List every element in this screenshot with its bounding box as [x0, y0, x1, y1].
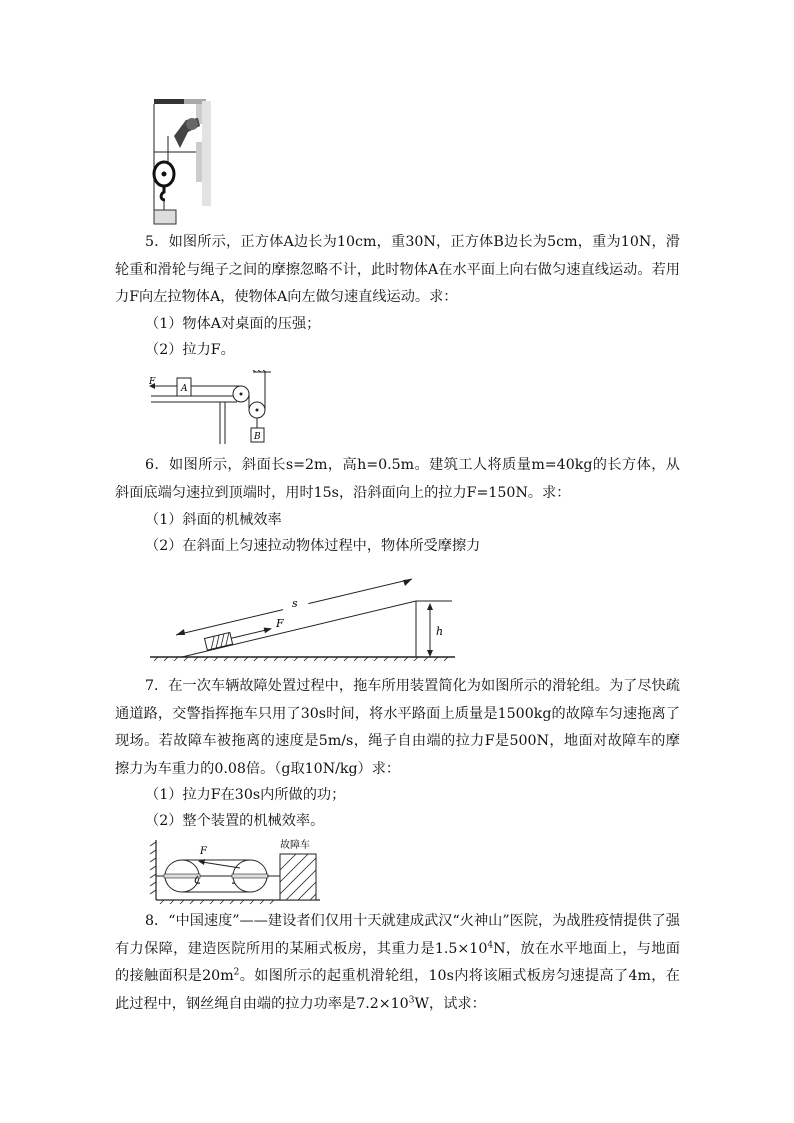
length-s-label: s: [292, 597, 298, 610]
incline-figure: [150, 565, 460, 665]
question-6-part-2: （2）在斜面上匀速拉动物体过程中，物体所受摩擦力: [145, 538, 481, 554]
crane-pulley-figure: [140, 96, 220, 228]
tow-pulley-figure: [148, 836, 324, 906]
force-f-label: F: [200, 846, 207, 857]
question-7-part-2: （2）整个装置的机械效率。: [145, 813, 325, 829]
question-7-part-1: （1）拉力F在30s内所做的功；: [145, 787, 346, 803]
height-h-label: h: [436, 625, 444, 638]
question-8-text: 8．“中国速度”——建设者们仅用十天就建成武汉“火神山”医院，为战胜疫情提供了强有力保障，建造医院所用的某厢式板房，其重力是$1.5\times 10^4N$，放在水平地面上，与地面的接触面积是$20m^2$。如图所示的起重机滑轮组，10s内将该厢式板房匀速提高了4m，在此过程中，钢丝绳自由端的拉力功率是$7.2\times 10^3W$，试求：: [115, 913, 680, 1012]
question-6-text: 6．如图所示，斜面长s=2m，高h=0.5m。建筑工人将质量m=40kg的长方体，从斜面底端匀速拉到顶端时，用时15s，沿斜面向上的拉力F=150N。求：: [115, 457, 680, 501]
block-b-label: B: [254, 432, 261, 442]
question-5-part-2: （2）拉力F。: [145, 342, 235, 358]
question-7-text: 7．在一次车辆故障处置过程中，拖车所用装置简化为如图所示的滑轮组。为了尽快疏通道路，交警指挥拖车只用了30s时间，将水平路面上质量是1500kg的故障车匀速拖离了现场。若故障车被拖离的速度是5m/s，绳子自由端的拉力F是500N，地面对故障车的摩擦力为车重力的0.08倍。（g取10N/kg）求：: [115, 678, 680, 777]
table-pulley-figure: [145, 370, 280, 448]
block-a-label: A: [181, 384, 188, 394]
question-5-text: 5．如图所示，正方体A边长为10cm，重30N，正方体B边长为5cm，重为10N，滑轮重和滑轮与绳子之间的摩擦忽略不计，此时物体A在水平面上向右做匀速直线运动。若用力F向左拉物体A，使物体A向左做匀速直线运动。求：: [115, 234, 680, 305]
force-f-label: F: [276, 617, 284, 630]
force-f-label: F: [149, 377, 156, 387]
question-6-part-1: （1）斜面的机械效率: [145, 512, 282, 528]
question-5-part-1: （1）物体A对桌面的压强；: [145, 316, 321, 332]
broken-car-label: 故障车: [280, 840, 310, 851]
